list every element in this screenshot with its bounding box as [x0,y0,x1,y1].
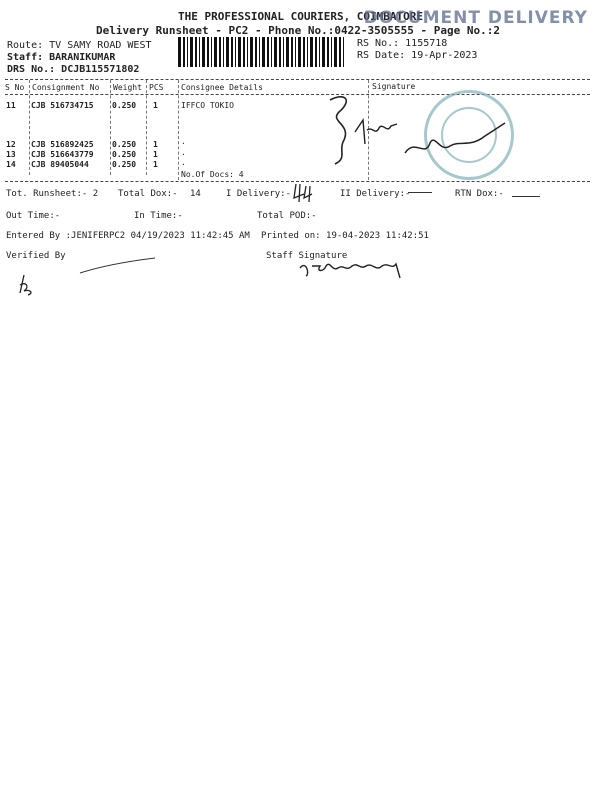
barcode-bar [190,37,193,67]
barcode-bar [223,37,224,67]
ii-delivery-dash [408,192,432,193]
row-weight: 0.250 [112,101,137,110]
barcode-bar [319,37,320,67]
barcode-bar [295,37,296,67]
barcode-bar [271,37,272,67]
col-divider [29,80,30,175]
row-consignee: IFFCO TOKIO [181,101,234,110]
staff-label: Staff: BARANIKUMAR [7,52,116,63]
handwritten-signature [296,256,408,282]
barcode-bar [310,37,313,67]
barcode-bar [247,37,248,67]
barcode-bar [243,37,245,67]
in-time: In Time:- [134,211,183,221]
col-pcs: PCS [149,83,164,92]
barcode-bar [327,37,329,67]
barcode-bar [303,37,305,67]
table-top-rule [5,79,590,80]
company-name: THE PROFESSIONAL COURIERS, COIMBATORE [178,10,424,23]
no-of-docs: No.Of Docs: 4 [181,170,244,179]
row-weight: 0.250 [112,140,137,149]
col-signature: Signature [372,82,416,91]
row-weight: 0.250 [112,150,137,159]
col-divider [146,80,147,175]
barcode-bar [331,37,332,67]
barcode-bar [183,37,185,67]
barcode-bar [343,37,344,67]
barcode-bar [262,37,265,67]
col-weight: Weight [113,83,142,92]
barcode-bar [315,37,317,67]
barcode-bar [207,37,209,67]
handwritten-signature [400,118,510,163]
barcode-bar [219,37,221,67]
rs-number: RS No.: 1155718 [357,38,448,49]
staff-signature-label: Staff Signature [266,251,348,261]
drs-number: DRS No.: DCJB115571802 [7,64,140,75]
row-pcs: 1 [153,101,158,110]
row-sno: 12 [6,140,16,149]
handwritten-signature [10,255,160,297]
barcode-bar [283,37,284,67]
barcode-bar [274,37,277,67]
barcode-bar [235,37,236,67]
barcode-bar [298,37,301,67]
barcode-bar [259,37,260,67]
row-consignment: CJB 89405044 [31,160,89,169]
barcode-bar [291,37,293,67]
barcode-bar [238,37,241,67]
runsheet-title: Delivery Runsheet - PC2 - Phone No.:0422-3505555 - Page No.:2 [96,24,500,37]
barcode-bar [226,37,229,67]
col-consignment: Consignment No [32,83,100,92]
row-consignee: . [181,158,186,167]
row-pcs: 1 [153,150,158,159]
barcode-bar [339,37,341,67]
out-time: Out Time:- [6,211,61,221]
barcode [178,37,348,67]
barcode-bar [322,37,325,67]
barcode-bar [231,37,233,67]
barcode-bar [195,37,197,67]
barcode-bar [286,37,289,67]
verified-by-label: Verified By [6,251,66,261]
barcode-bar [187,37,188,67]
barcode-bar [178,37,181,67]
barcode-bar [307,37,308,67]
row-consignee: . [181,148,186,157]
barcode-bar [334,37,337,67]
row-consignment: CJB 516734715 [31,101,94,110]
rs-date: RS Date: 19-Apr-2023 [357,50,478,61]
col-consignee: Consignee Details [181,83,263,92]
barcode-bar [267,37,269,67]
col-sno: S No [5,83,25,92]
tot-runsheet: Tot. Runsheet:- 2 [6,189,99,199]
total-pod: Total POD:- [257,211,317,221]
total-dox-label: Total Dox:- [118,189,178,199]
handwritten-count [292,180,318,204]
document-delivery-stamp: DOCUMENT DELIVERY [363,8,588,28]
barcode-bar [250,37,253,67]
route-label: Route: TV SAMY ROAD WEST [7,40,152,51]
rtn-dox-label: RTN Dox:- [455,189,504,199]
i-delivery-label: I Delivery:- [226,189,292,199]
barcode-bar [214,37,217,67]
row-pcs: 1 [153,160,158,169]
printed-on: Printed on: 19-04-2023 11:42:51 [261,231,429,241]
rtn-dox-dash [512,196,540,197]
barcode-bar [211,37,212,67]
entered-by: Entered By :JENIFERPC2 04/19/2023 11:42:45 AM [6,231,250,241]
barcode-bar [202,37,205,67]
barcode-bar [279,37,281,67]
row-consignment: CJB 516892425 [31,140,94,149]
row-sno: 13 [6,150,16,159]
table-header-rule [5,94,590,95]
barcode-bar [255,37,257,67]
ii-delivery-label: II Delivery:- [340,189,411,199]
total-dox-value: 14 [190,189,201,199]
row-sno: 11 [6,101,16,110]
col-divider [110,80,111,175]
row-consignee: . [181,137,186,146]
row-sno: 14 [6,160,16,169]
row-pcs: 1 [153,140,158,149]
row-weight: 0.250 [112,160,137,169]
col-divider [178,80,179,180]
row-consignment: CJB 516643779 [31,150,94,159]
barcode-bar [199,37,200,67]
